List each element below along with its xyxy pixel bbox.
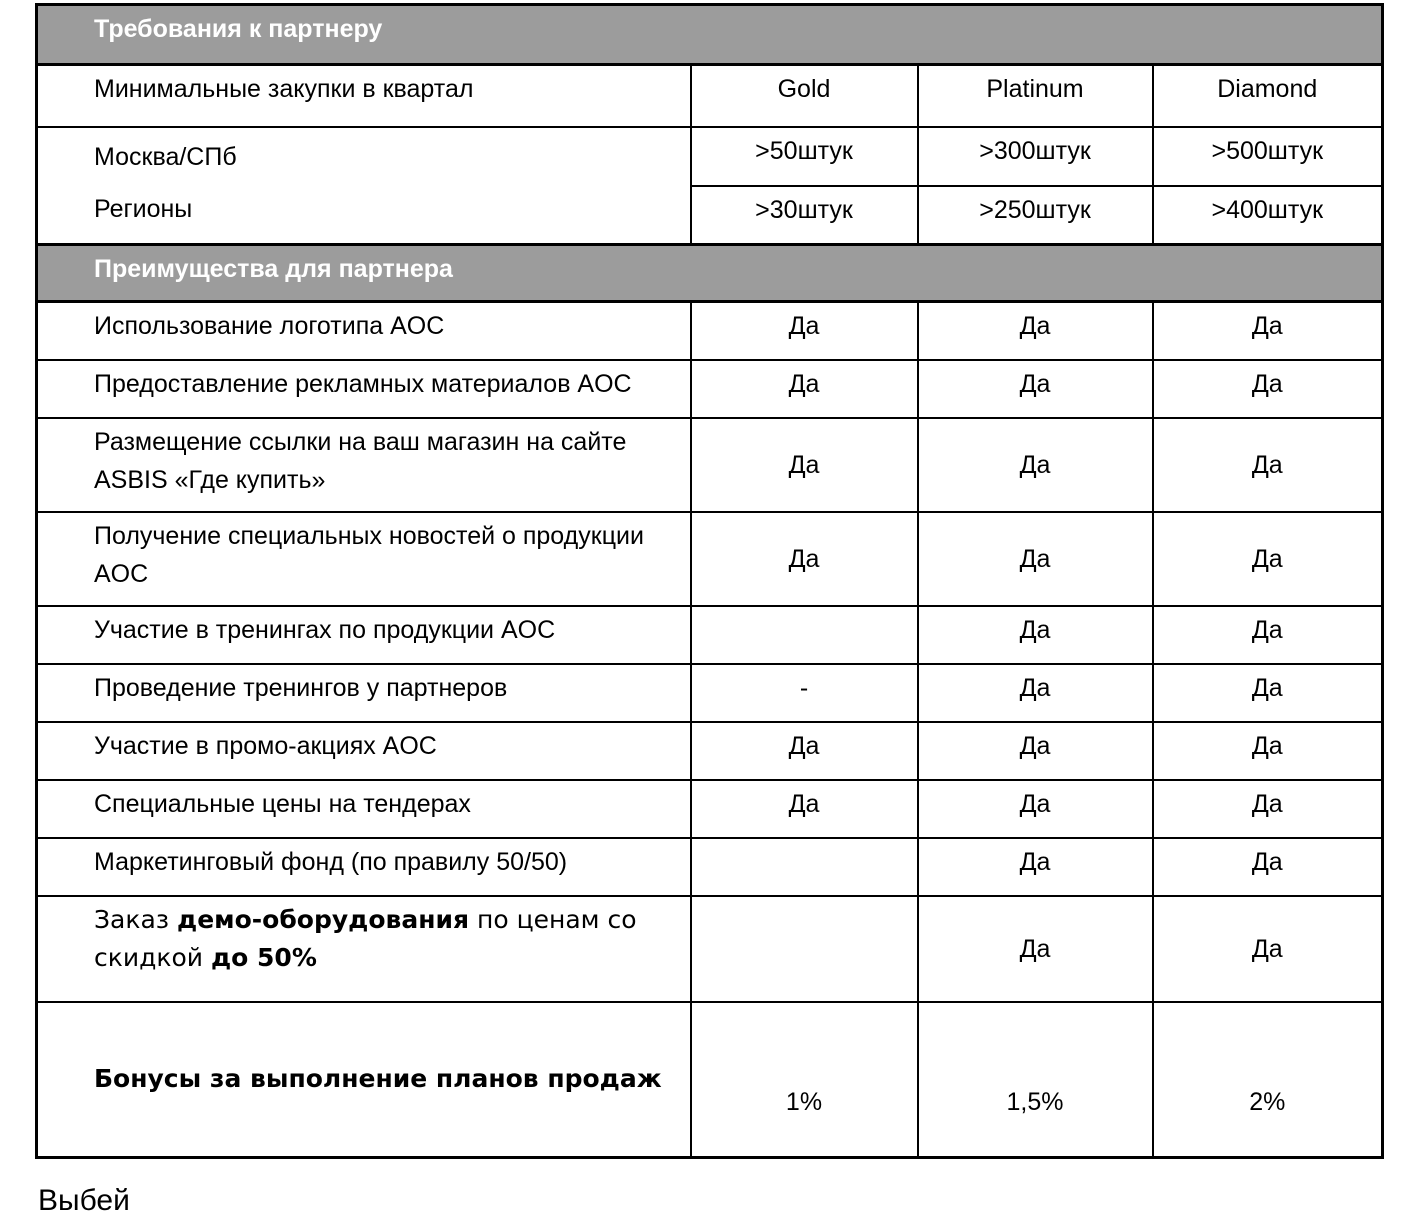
tier-header-diamond: Diamond — [1153, 65, 1383, 127]
moscow-gold-value: >50штук — [691, 127, 918, 186]
benefit-label-rich: Заказ демо-оборудования по ценам со скидкой до 50% — [37, 896, 691, 1002]
benefit-gold-value: Да — [691, 418, 918, 512]
bonus-label: Бонусы за выполнение планов продаж — [37, 1002, 691, 1158]
tier-header-platinum: Platinum — [918, 65, 1153, 127]
benefit-platinum-value: Да — [918, 896, 1153, 1002]
benefit-label: Использование логотипа AOC — [37, 302, 691, 360]
benefit-platinum-value: Да — [918, 664, 1153, 722]
section-header-benefits — [37, 245, 1383, 302]
regions-diamond-value: >400штук — [1153, 186, 1383, 245]
benefit-row-news — [37, 512, 1383, 606]
benefit-row-trainings — [37, 606, 1383, 664]
benefit-platinum-value: Да — [918, 360, 1153, 418]
benefit-gold-value — [691, 896, 918, 1002]
benefit-diamond-value: Да — [1153, 722, 1383, 780]
benefit-label: Участие в тренингах по продукции AOC — [37, 606, 691, 664]
benefit-row-marketing-fund — [37, 838, 1383, 896]
location-regions-label: Регионы — [94, 194, 193, 223]
benefit-label: Проведение тренингов у партнеров — [37, 664, 691, 722]
benefit-row-demo-equipment — [37, 896, 1383, 1002]
benefit-row-partner-trainings — [37, 664, 1383, 722]
benefit-platinum-value: Да — [918, 780, 1153, 838]
section-title-benefits: Преимущества для партнера — [37, 245, 1383, 302]
benefit-diamond-value: Да — [1153, 418, 1383, 512]
benefit-diamond-value: Да — [1153, 606, 1383, 664]
moscow-platinum-value: >300штук — [918, 127, 1153, 186]
cutoff-text: Выбей — [38, 1184, 130, 1217]
benefit-diamond-value: Да — [1153, 664, 1383, 722]
benefit-diamond-value: Да — [1153, 780, 1383, 838]
benefit-platinum-value: Да — [918, 512, 1153, 606]
benefit-row-tender-prices — [37, 780, 1383, 838]
tier-header-row — [37, 65, 1383, 127]
benefit-platinum-value: Да — [918, 302, 1153, 360]
benefit-gold-value — [691, 838, 918, 896]
benefit-diamond-value: Да — [1153, 302, 1383, 360]
benefit-platinum-value: Да — [918, 838, 1153, 896]
bonus-gold-value: 1% — [691, 1002, 918, 1158]
bonus-platinum-value: 1,5% — [918, 1002, 1153, 1158]
benefit-gold-value: Да — [691, 512, 918, 606]
regions-gold-value: >30штук — [691, 186, 918, 245]
benefit-platinum-value: Да — [918, 418, 1153, 512]
location-moscow-label: Москва/СПб — [94, 142, 237, 171]
benefit-gold-value — [691, 606, 918, 664]
benefit-row-logo — [37, 302, 1383, 360]
purchases-row-moscow — [37, 127, 1383, 186]
regions-platinum-value: >250штук — [918, 186, 1153, 245]
benefit-diamond-value: Да — [1153, 838, 1383, 896]
partner-program-table — [35, 3, 1384, 1159]
benefit-gold-value: Да — [691, 360, 918, 418]
benefit-gold-value: Да — [691, 780, 918, 838]
benefit-gold-value: - — [691, 664, 918, 722]
min-purchases-label: Минимальные закупки в квартал — [37, 65, 691, 127]
benefit-label: Участие в промо-акциях AOC — [37, 722, 691, 780]
benefit-platinum-value: Да — [918, 606, 1153, 664]
benefit-label: Получение специальных новостей о продукции AOC — [37, 512, 691, 606]
benefit-row-promo — [37, 722, 1383, 780]
bonus-row — [37, 1002, 1383, 1158]
benefit-gold-value: Да — [691, 302, 918, 360]
moscow-diamond-value: >500штук — [1153, 127, 1383, 186]
benefit-label: Размещение ссылки на ваш магазин на сайте ASBIS «Где купить» — [37, 418, 691, 512]
benefit-platinum-value: Да — [918, 722, 1153, 780]
benefit-gold-value: Да — [691, 722, 918, 780]
benefit-diamond-value: Да — [1153, 896, 1383, 1002]
benefit-label: Маркетинговый фонд (по правилу 50/50) — [37, 838, 691, 896]
benefit-label: Предоставление рекламных материалов AOC — [37, 360, 691, 418]
benefit-diamond-value: Да — [1153, 360, 1383, 418]
benefit-row-site-link — [37, 418, 1383, 512]
benefit-diamond-value: Да — [1153, 512, 1383, 606]
benefit-label: Специальные цены на тендерах — [37, 780, 691, 838]
section-header-requirements — [37, 5, 1383, 65]
section-title-requirements: Требования к партнеру — [37, 5, 1383, 65]
tier-header-gold: Gold — [691, 65, 918, 127]
bonus-diamond-value: 2% — [1153, 1002, 1383, 1158]
locations-cell — [37, 127, 691, 245]
benefit-row-materials — [37, 360, 1383, 418]
